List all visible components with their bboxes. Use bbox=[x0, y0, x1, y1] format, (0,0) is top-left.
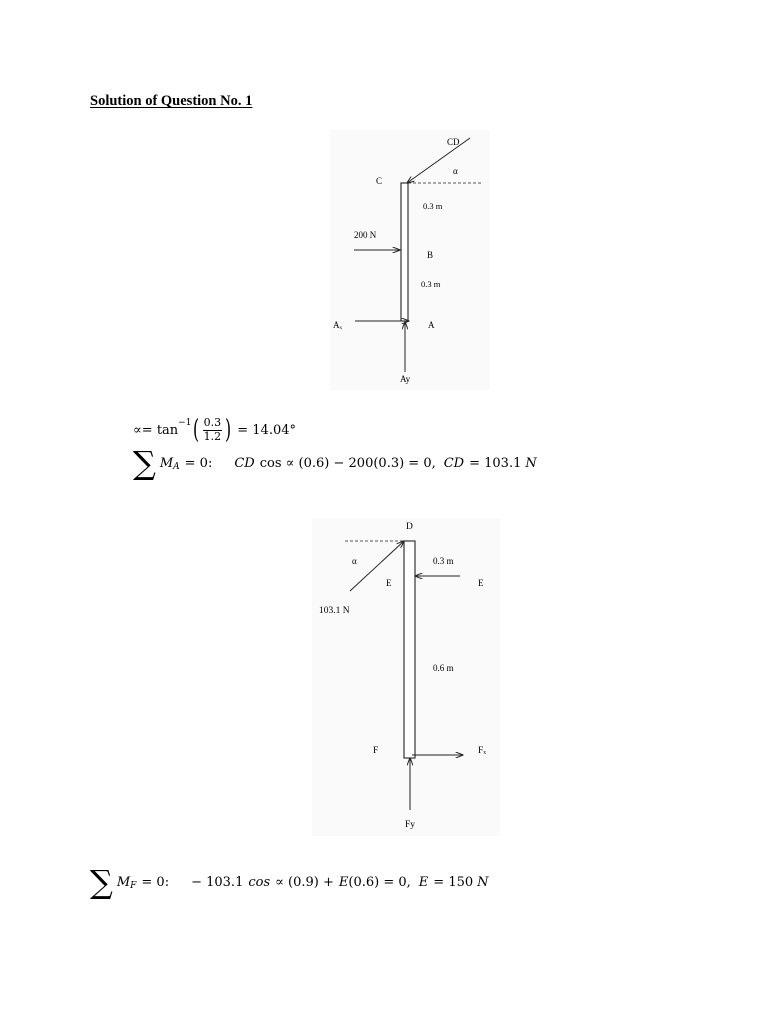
figure-2-free-body-diagram bbox=[312, 518, 500, 836]
eq1-paren-close: ) bbox=[225, 415, 232, 445]
label-dim-mid: 0.6 m bbox=[433, 663, 454, 673]
label-fx: Fₓ bbox=[478, 746, 487, 756]
label-dim-bottom: 0.3 m bbox=[421, 279, 441, 289]
label-e-right: E bbox=[478, 578, 484, 588]
label-a: A bbox=[428, 320, 435, 330]
label-200n: 200 N bbox=[354, 230, 377, 240]
eq3-result: = 150 bbox=[433, 874, 474, 890]
label-ax: Aₓ bbox=[333, 320, 343, 330]
eq2-cd: CD bbox=[234, 455, 255, 471]
eq2-result: = 103.1 bbox=[469, 455, 522, 471]
equation-moment-f bbox=[90, 864, 489, 900]
eq3-unit: N bbox=[477, 874, 489, 890]
label-e-left: E bbox=[386, 578, 392, 588]
eq1-exp: −1 bbox=[178, 418, 192, 428]
eq2-m: M bbox=[159, 455, 174, 471]
equation-moment-a bbox=[133, 446, 537, 480]
figure-1-free-body-diagram bbox=[330, 130, 490, 390]
page-title: Solution of Question No. 1 bbox=[90, 93, 253, 109]
eq1-fraction bbox=[203, 417, 223, 443]
label-dim-top-2: 0.3 m bbox=[433, 556, 454, 566]
eq3-e: E bbox=[338, 874, 349, 890]
eq1-lhs: ∝= tan bbox=[133, 422, 179, 438]
eq3-cos: cos bbox=[248, 874, 271, 890]
label-cd: CD bbox=[447, 137, 460, 147]
member-abc bbox=[401, 183, 408, 321]
label-ay: Ay bbox=[400, 374, 411, 384]
label-alpha-2: α bbox=[352, 556, 357, 566]
member-def bbox=[404, 541, 415, 758]
eq2-rest-a: = 0: bbox=[184, 455, 213, 471]
eq1-num: 0.3 bbox=[203, 415, 222, 429]
eq3-rest-a: = 0: bbox=[141, 874, 170, 890]
eq1-den: 1.2 bbox=[203, 429, 222, 443]
label-fy: Fy bbox=[405, 820, 416, 830]
eq3-e2: E bbox=[418, 874, 429, 890]
label-b: B bbox=[427, 250, 434, 260]
eq2-cd2: CD bbox=[443, 455, 465, 471]
eq2-sigma: ∑ bbox=[133, 444, 156, 482]
eq3-middle-c: (0.6) = 0, bbox=[348, 874, 411, 890]
label-c: C bbox=[376, 176, 383, 186]
label-103n: 103.1 N bbox=[319, 606, 350, 616]
eq3-middle-a: − 103.1 bbox=[191, 874, 244, 890]
eq1-rhs: = 14.04° bbox=[237, 422, 297, 438]
label-d: D bbox=[406, 522, 413, 532]
label-dim-top: 0.3 m bbox=[423, 201, 443, 211]
equation-alpha bbox=[133, 410, 296, 450]
eq2-unit: N bbox=[525, 455, 537, 471]
label-f: F bbox=[373, 746, 379, 756]
eq3-sigma: ∑ bbox=[90, 863, 113, 901]
eq3-m: M bbox=[116, 874, 131, 890]
eq2-sub: A bbox=[173, 462, 180, 472]
eq3-sub: F bbox=[130, 881, 137, 891]
eq2-middle: cos ∝ (0.6) − 200(0.3) = 0, bbox=[259, 455, 436, 471]
label-alpha: α bbox=[453, 166, 458, 176]
eq1-paren-open: ( bbox=[193, 415, 200, 445]
eq3-middle-b: ∝ (0.9) + bbox=[275, 874, 334, 890]
